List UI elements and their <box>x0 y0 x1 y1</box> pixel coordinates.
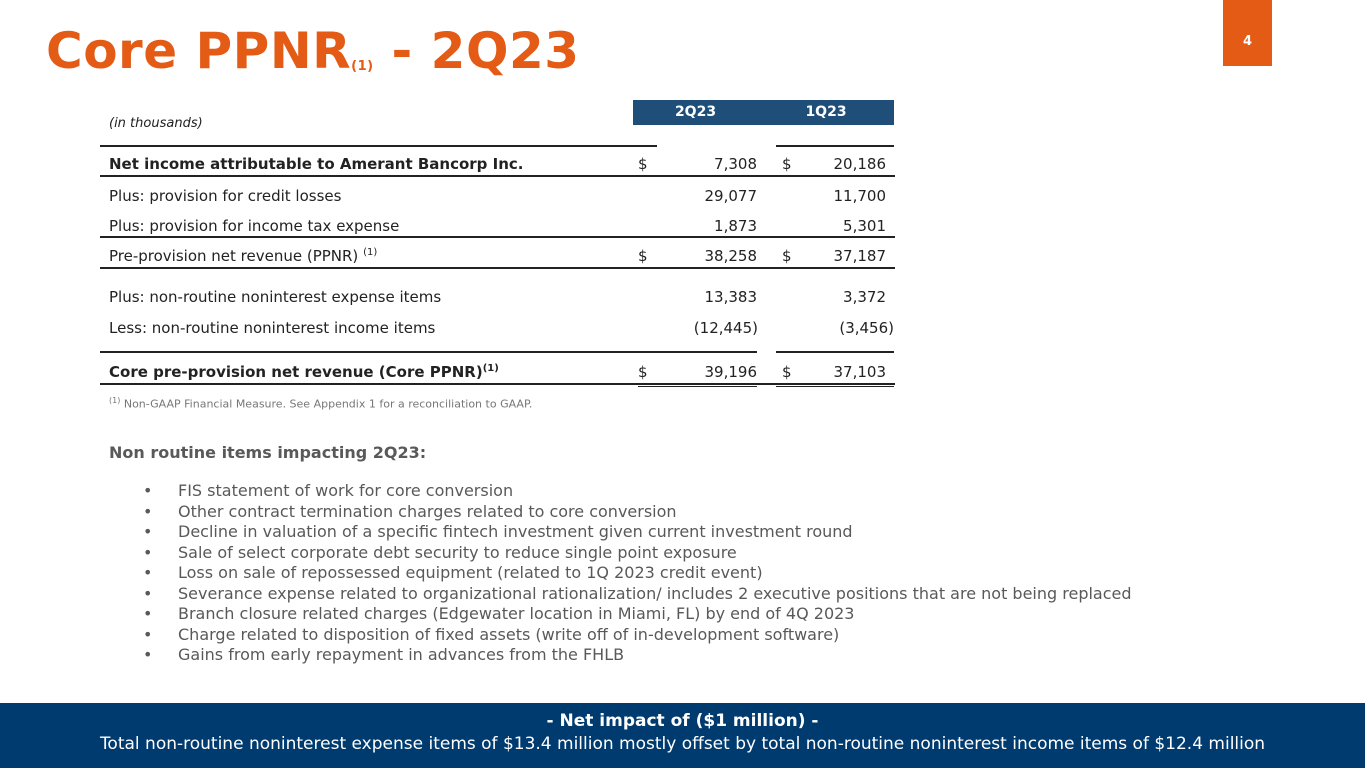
page-number-badge <box>1223 0 1272 66</box>
list-item <box>143 645 1132 666</box>
list-item-text: Decline in valuation of a specific fintech investment given current investment round <box>178 522 853 541</box>
bullet-icon: • <box>143 604 153 623</box>
row-label: Plus: provision for income tax expense <box>109 217 400 235</box>
list-item-text: Gains from early repayment in advances from the FHLB <box>178 645 625 664</box>
bullet-icon: • <box>143 522 153 541</box>
rule-line <box>100 145 657 147</box>
bullet-icon: • <box>143 563 153 582</box>
bullet-icon: • <box>143 583 153 603</box>
currency-symbol: $ <box>782 363 792 381</box>
rule-line <box>776 351 894 353</box>
slide-title-footnote-mark: (1) <box>351 59 374 74</box>
footnote-text: Non-GAAP Financial Measure. See Appendix 1 for a reconciliation to GAAP. <box>120 397 533 411</box>
slide-title <box>46 22 580 80</box>
value-2q23: (12,445) <box>693 319 758 337</box>
list-item-text: Sale of select corporate debt security to reduce single point exposure <box>178 542 737 562</box>
rule-line <box>776 145 894 147</box>
bullet-icon: • <box>143 481 153 500</box>
net-impact-headline: - Net impact of ($1 million) - <box>546 711 819 731</box>
row-label-text: Pre-provision net revenue (PPNR) <box>109 247 359 265</box>
table-row <box>100 313 895 343</box>
list-item-text: Branch closure related charges (Edgewater location in Miami, FL) by end of 4Q 2023 <box>178 604 855 623</box>
row-label <box>109 363 499 381</box>
list-item <box>143 563 1132 584</box>
rule-line <box>100 351 757 353</box>
value-2q23: 39,196 <box>704 363 757 381</box>
list-item-text: Other contract termination charges related to core conversion <box>178 501 677 521</box>
page-number: 4 <box>1242 34 1253 49</box>
bullet-icon: • <box>143 645 153 664</box>
value-2q23: 1,873 <box>714 217 757 235</box>
non-routine-list <box>143 481 1132 666</box>
list-item-text: Loss on sale of repossessed equipment (related to 1Q 2023 credit event) <box>178 563 763 582</box>
column-header-2q23: 2Q23 <box>633 100 758 125</box>
units-note: (in thousands) <box>109 116 203 131</box>
currency-symbol: $ <box>782 155 792 173</box>
row-label-text: Core pre-provision net revenue (Core PPNR) <box>109 363 483 381</box>
footnote-mark: (1) <box>363 247 378 258</box>
value-2q23: 38,258 <box>704 247 757 265</box>
currency-symbol: $ <box>782 247 792 265</box>
slide-title-main: Core PPNR <box>46 22 352 80</box>
value-1q23: 37,103 <box>833 363 886 381</box>
list-item-text: Severance expense related to organizational rationalization/ includes 2 executive positions that are not being replaced <box>178 583 1132 603</box>
table-row <box>100 211 895 241</box>
row-label: Plus: non-routine noninterest expense items <box>109 288 442 306</box>
bullet-icon: • <box>143 501 153 521</box>
currency-symbol: $ <box>638 363 648 381</box>
list-item <box>143 502 1132 523</box>
table-row <box>100 282 895 312</box>
table-row <box>100 241 895 271</box>
row-label: Plus: provision for credit losses <box>109 187 342 205</box>
currency-symbol: $ <box>638 155 648 173</box>
value-1q23: (3,456) <box>839 319 894 337</box>
value-1q23: 11,700 <box>833 187 886 205</box>
table-footnote <box>109 396 532 411</box>
footnote-mark: (1) <box>109 396 121 405</box>
table-row <box>100 181 895 211</box>
row-label <box>109 247 377 265</box>
bullet-icon: • <box>143 542 153 562</box>
value-2q23: 13,383 <box>704 288 757 306</box>
value-2q23: 7,308 <box>714 155 757 173</box>
list-item <box>143 584 1132 605</box>
table-row <box>100 357 895 387</box>
list-item <box>143 522 1132 543</box>
net-impact-banner <box>0 703 1365 768</box>
bullet-icon: • <box>143 624 153 644</box>
net-impact-detail: Total non-routine noninterest expense items of $13.4 million mostly offset by total non-routine noninterest income items of $12.4 million <box>99 734 1266 754</box>
value-2q23: 29,077 <box>704 187 757 205</box>
value-1q23: 3,372 <box>843 288 886 306</box>
value-1q23: 37,187 <box>833 247 886 265</box>
value-1q23: 5,301 <box>843 217 886 235</box>
list-item <box>143 481 1132 502</box>
list-item <box>143 543 1132 564</box>
list-item <box>143 604 1132 625</box>
slide-title-period: - 2Q23 <box>373 22 580 80</box>
table-row <box>100 149 895 179</box>
list-item <box>143 625 1132 646</box>
row-label: Less: non-routine noninterest income items <box>109 319 436 337</box>
column-header-1q23: 1Q23 <box>758 100 894 125</box>
value-1q23: 20,186 <box>833 155 886 173</box>
row-label: Net income attributable to Amerant Bancorp Inc. <box>109 155 524 173</box>
list-item-text: FIS statement of work for core conversion <box>178 481 514 500</box>
list-item-text: Charge related to disposition of fixed assets (write off of in-development software) <box>178 624 840 644</box>
non-routine-heading: Non routine items impacting 2Q23: <box>109 443 427 462</box>
footnote-mark: (1) <box>482 363 499 374</box>
currency-symbol: $ <box>638 247 648 265</box>
